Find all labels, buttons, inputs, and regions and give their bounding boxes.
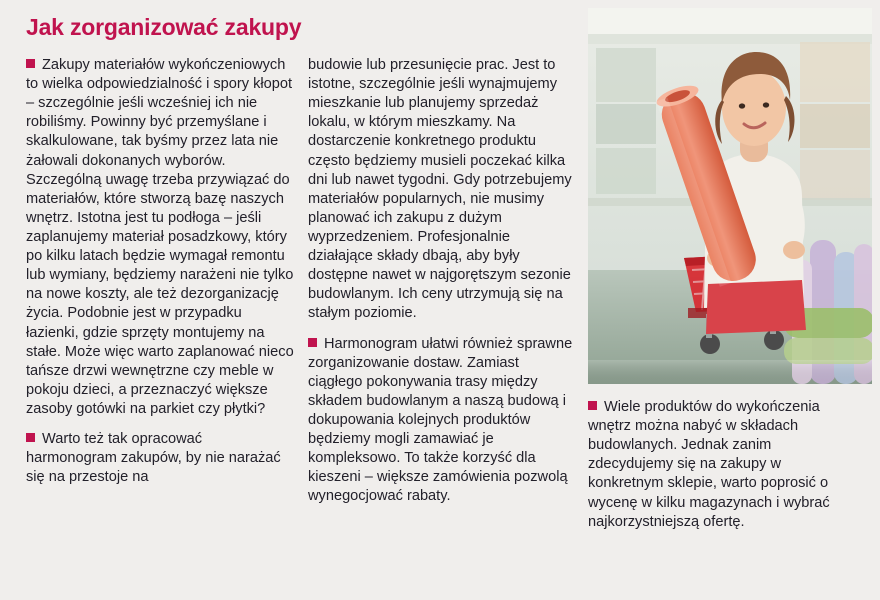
- photo-woman-with-carpet-roll: [588, 8, 872, 384]
- column-middle: [308, 56, 573, 507]
- column-left: [26, 56, 294, 487]
- paragraph: [308, 56, 573, 324]
- paragraph: [588, 398, 856, 532]
- square-bullet-icon: [26, 433, 35, 442]
- page-title: Jak zorganizować zakupy: [26, 14, 302, 40]
- paragraph-text: Wiele produktów do wykończenia wnętrz można nabyć w składach budowlanych. Jednak zanim zdecydujemy się na zakupy w konkretnym sklepie, warto poprosić o wycenę w kilku magazynach i wybrać najkorzystniejszą ofertę.: [588, 399, 830, 530]
- paragraph-text: Warto też tak opracować harmonogram zakupów, by nie narażać się na przestoje na: [26, 431, 281, 486]
- square-bullet-icon: [26, 59, 35, 68]
- paragraph: [26, 56, 294, 419]
- paragraph-text: Harmonogram ułatwi również sprawne zorganizowanie dostaw. Zamiast ciągłego pokonywania trasy między składem budowlanym a naszą budową i dokupowania kolejnych produktów będziemy mogli zamawiać je kompleksowo. To także korzyść dla kieszeni – większe zamówienia pozwolą wynegocjować rabaty.: [308, 335, 573, 505]
- paragraph-text: Zakupy materiałów wykończeniowych to wielka odpowiedzialność i spory kłopot – szczególnie jeśli wcześniej ich nie robiliśmy. Powinny być przemyślane i skalkulowane, tak byśmy przez lata nie żałowali dokonanych wyborów. Szczególną uwagę trzeba przywiązać do materiałów, które stworzą bazę naszych wnętrz. Istotna jest tu podłoga – jeśli zaplanujemy materiał posadzkowy, który po kilku latach będzie wymagał remontu lub wymiany, będziemy narażeni nie tylko na nowe koszty, ale też dezorganizację życia. Podobnie jest w przypadku łazienki, gdzie sprzęty montujemy na stałe. Może więc warto zaplanować nieco tańsze drzwi wewnętrzne czy meble w pokoju dzieci, a przeznaczyć większe zasoby gotówki na parkiet czy płytki?: [26, 57, 294, 417]
- paragraph: [308, 335, 573, 507]
- square-bullet-icon: [308, 338, 317, 347]
- paragraph: [26, 430, 294, 487]
- column-right-caption: [588, 398, 856, 532]
- paragraph-text: budowie lub przesunięcie prac. Jest to istotne, szczególnie jeśli wynajmujemy mieszkanie lub planujemy sprzedaż lokalu, w którym mieszkamy. Na dostarczenie konkretnego produktu często będziemy musieli poczekać kilka dni lub nawet tygodni. Gdy potrzebujemy materiałów popularnych, nie musimy planować ich zakupu z dużym wyprzedzeniem. Profesjonalnie działające składy dbają, aby były dostępne nawet w najgorętszym sezonie budowlanym. Ich ceny utrzymują się na stałym poziomie.: [308, 57, 572, 322]
- square-bullet-icon: [588, 401, 597, 410]
